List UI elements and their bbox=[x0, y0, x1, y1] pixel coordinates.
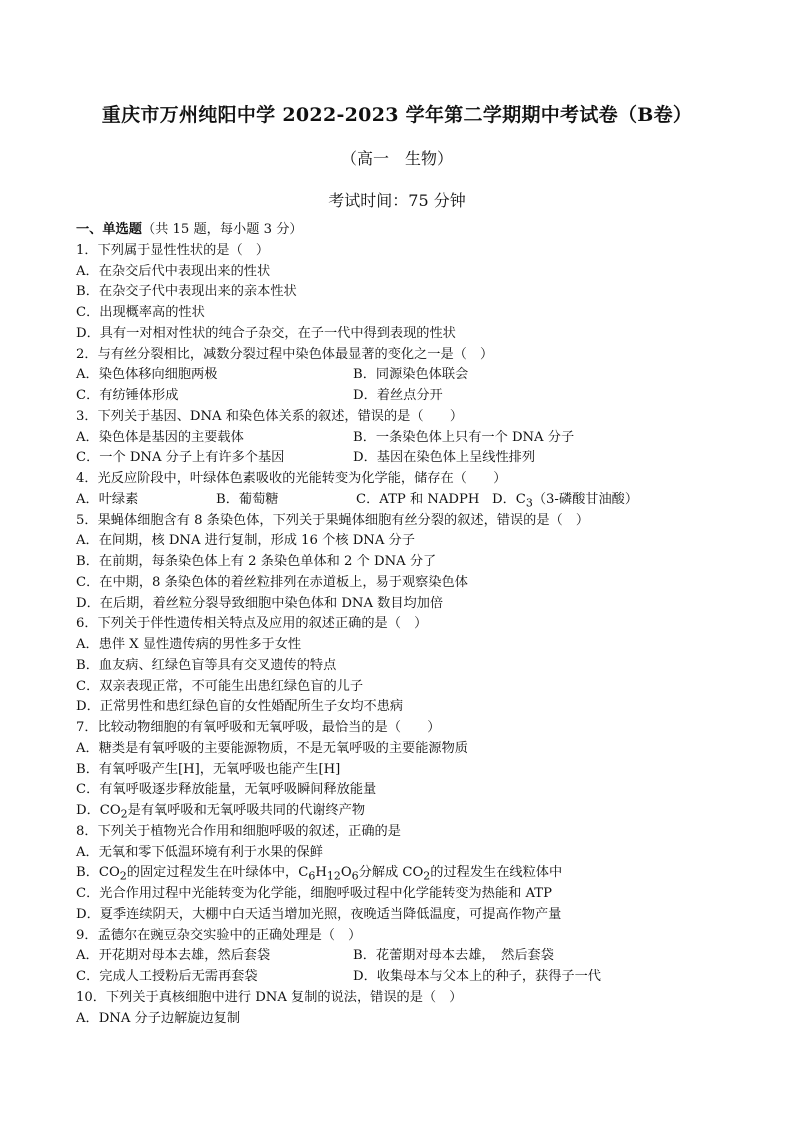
option: D．在后期，着丝粒分裂导致细胞中染色体和 DNA 数目均加倍 bbox=[76, 595, 444, 611]
option: C．一个 DNA 分子上有许多个基因 bbox=[76, 450, 285, 466]
option: C．在中期，8 条染色体的着丝粒排列在赤道板上，易于观察染色体 bbox=[76, 574, 468, 590]
option: C．ATP 和 NADPH bbox=[356, 491, 480, 507]
question-stem: 8．下列关于植物光合作用和细胞呼吸的叙述，正确的是 bbox=[76, 823, 401, 839]
question-stem: 2．与有丝分裂相比，减数分裂过程中染色体最显著的变化之一是（ ） bbox=[76, 346, 494, 362]
option: C．出现概率高的性状 bbox=[76, 305, 205, 320]
option: D．正常男性和患红绿色盲的女性婚配所生子女均不患病 bbox=[76, 699, 404, 715]
option: A．染色体移向细胞两极 bbox=[76, 367, 218, 383]
page-subtitle: （高一 生物） bbox=[340, 149, 453, 168]
question-stem: 9．孟德尔在豌豆杂交实验中的正确处理是（ ） bbox=[76, 927, 362, 943]
question-stem: 7．比较动物细胞的有氧呼吸和无氧呼吸，最恰当的是（ ） bbox=[76, 720, 441, 735]
question-list bbox=[76, 220, 736, 1029]
question-stem: 3．下列关于基因、DNA 和染色体关系的叙述，错误的是（ ） bbox=[76, 408, 464, 424]
option: B．一条染色体上只有一个 DNA 分子 bbox=[353, 429, 575, 445]
option-row bbox=[76, 967, 736, 988]
option-text: （3-磷酸甘油酸） bbox=[532, 491, 639, 507]
option: D．着丝点分开 bbox=[353, 388, 443, 403]
option bbox=[76, 801, 736, 822]
option: C．有纺锤体形成 bbox=[76, 388, 179, 403]
option: D．夏季连续阴天，大棚中白天适当增加光照，夜晚适当降低温度，可提高作物产量 bbox=[76, 906, 562, 922]
option: C．完成人工授粉后无需再套袋 bbox=[76, 969, 258, 984]
question-stem: 10．下列关于真核细胞中进行 DNA 复制的说法，错误的是（ ） bbox=[76, 989, 463, 1005]
option-text: O bbox=[340, 865, 352, 881]
question-stem: 1．下列属于显性性状的是（ ） bbox=[76, 242, 270, 258]
option: A．在杂交后代中表现出来的性状 bbox=[76, 263, 271, 279]
option-text: B．CO bbox=[76, 865, 120, 881]
option: A．在间期，核 DNA 进行复制，形成 16 个核 DNA 分子 bbox=[76, 533, 415, 549]
option-row bbox=[76, 365, 736, 386]
option-text: 的固定过程发生在叶绿体中，C bbox=[126, 865, 309, 881]
option-text: 分解成 CO bbox=[358, 865, 424, 881]
question-stem: 4．光反应阶段中，叶绿体色素吸收的光能转变为化学能，储存在（ ） bbox=[76, 471, 507, 486]
option-text: H bbox=[315, 865, 327, 881]
option: C．有氧呼吸逐步释放能量，无氧呼吸瞬间释放能量 bbox=[76, 782, 377, 798]
option: B．有氧呼吸产生[H]，无氧呼吸也能产生[H] bbox=[76, 761, 341, 777]
option-row bbox=[76, 448, 736, 469]
exam-time: 考试时间：75 分钟 bbox=[328, 191, 466, 210]
question-stem: 5．果蝇体细胞含有 8 条染色体，下列关于果蝇体细胞有丝分裂的叙述，错误的是（ ） bbox=[76, 512, 590, 528]
subscript: 6 bbox=[308, 869, 316, 883]
option: B．在杂交子代中表现出来的亲本性状 bbox=[76, 284, 297, 300]
option: A．无氧和零下低温环境有利于水果的保鲜 bbox=[76, 844, 323, 860]
option: B．花蕾期对母本去雄， 然后套袋 bbox=[353, 948, 554, 964]
option: B．血友病、红绿色盲等具有交叉遗传的特点 bbox=[76, 657, 337, 673]
option: A．开花期对母本去雄，然后套袋 bbox=[76, 948, 271, 964]
option: B．在前期，每条染色体上有 2 条染色单体和 2 个 DNA 分了 bbox=[76, 554, 437, 569]
section-note: （共 15 题，每小题 3 分） bbox=[141, 222, 303, 237]
option-text: 是有氧呼吸和无氧呼吸共同的代谢终产物 bbox=[127, 803, 366, 818]
option: B．同源染色体联会 bbox=[353, 367, 469, 383]
question-stem: 6．下列关于伴性遗传相关特点及应用的叙述正确的是（ ） bbox=[76, 616, 428, 632]
option: B．葡萄糖 bbox=[216, 491, 279, 507]
subscript: 3 bbox=[525, 496, 533, 510]
option-row bbox=[76, 946, 736, 967]
option: C．双亲表现正常，不可能生出患红绿色盲的儿子 bbox=[76, 678, 364, 694]
subscript: 6 bbox=[351, 869, 359, 883]
option: A．染色体是基因的主要载体 bbox=[76, 429, 244, 445]
option: A．患伴 X 显性遗传病的男性多于女性 bbox=[76, 637, 302, 652]
subscript: 12 bbox=[326, 869, 341, 883]
subscript: 2 bbox=[120, 807, 128, 821]
option bbox=[492, 490, 638, 511]
subscript: 2 bbox=[119, 869, 127, 883]
option-row bbox=[76, 386, 736, 407]
option: D．收集母本与父本上的种子，获得子一代 bbox=[353, 969, 601, 984]
option: A．糖类是有氧呼吸的主要能源物质，不是无氧呼吸的主要能源物质 bbox=[76, 740, 468, 756]
page-title: 重庆市万州纯阳中学 2022-2023 学年第二学期期中考试卷（B卷） bbox=[101, 104, 693, 126]
option: A．DNA 分子边解旋边复制 bbox=[76, 1010, 241, 1026]
option-text: D．CO bbox=[76, 803, 121, 818]
option: A．叶绿素 bbox=[76, 491, 139, 507]
option: D．具有一对相对性状的纯合子杂交，在子一代中得到表现的性状 bbox=[76, 325, 456, 341]
section-heading bbox=[76, 220, 736, 241]
option: D．基因在染色体上呈线性排列 bbox=[353, 450, 536, 466]
option: C．光合作用过程中光能转变为化学能，细胞呼吸过程中化学能转变为热能和 ATP bbox=[76, 886, 552, 901]
option-row bbox=[76, 490, 736, 511]
option-text: 的过程发生在线粒体中 bbox=[430, 865, 563, 881]
option-row bbox=[76, 428, 736, 449]
section-title: 一、单选题 bbox=[76, 222, 142, 237]
option bbox=[76, 863, 736, 884]
option-text: D．C bbox=[492, 491, 526, 507]
subscript: 2 bbox=[423, 869, 431, 883]
